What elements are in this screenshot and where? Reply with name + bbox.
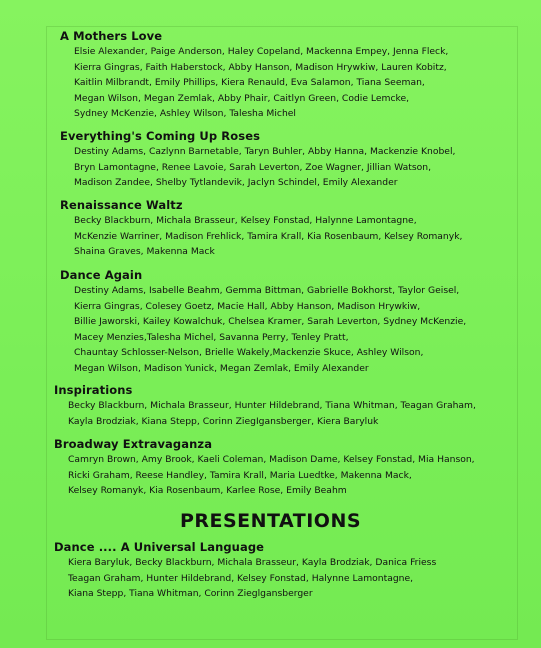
dancer-line: Teagan Graham, Hunter Hildebrand, Kelsey Fonstad, Halynne Lamontagne, bbox=[68, 572, 414, 584]
dancer-list bbox=[54, 555, 436, 602]
section-title: Renaissance Waltz bbox=[60, 198, 183, 212]
dancer-line: Megan Wilson, Madison Yunick, Megan Zemlak, Emily Alexander bbox=[74, 362, 369, 374]
section-title: Dance Again bbox=[60, 268, 143, 282]
dancer-line: Macey Menzies,Talesha Michel, Savanna Perry, Tenley Pratt, bbox=[74, 331, 349, 343]
dancer-line: Shaina Graves, Makenna Mack bbox=[74, 246, 215, 258]
section-title: Inspirations bbox=[54, 383, 133, 397]
dancer-line: Chauntay Schlosser-Nelson, Brielle Wakely,Mackenzie Skuce, Ashley Wilson, bbox=[74, 347, 424, 359]
dancer-line: Destiny Adams, Isabelle Beahm, Gemma Bittman, Gabrielle Bokhorst, Taylor Geisel, bbox=[74, 285, 460, 296]
section-title: Broadway Extravaganza bbox=[54, 437, 213, 451]
section-renaissance-waltz bbox=[60, 197, 462, 260]
dancer-list bbox=[60, 283, 466, 377]
section-everythings-coming-up-roses bbox=[60, 128, 455, 191]
dancer-line: Madison Zandee, Shelby Tytlandevik, Jaclyn Schindel, Emily Alexander bbox=[74, 177, 398, 189]
dancer-line: Megan Wilson, Megan Zemlak, Abby Phair, Caitlyn Green, Codie Lemcke, bbox=[74, 92, 410, 104]
dancer-line: Elsie Alexander, Paige Anderson, Haley Copeland, Mackenna Empey, Jenna Fleck, bbox=[74, 46, 449, 57]
dancer-line: Billie Jaworski, Kailey Kowalchuk, Chelsea Kramer, Sarah Leverton, Sydney McKenzie, bbox=[74, 316, 467, 328]
dancer-line: Camryn Brown, Amy Brook, Kaeli Coleman, Madison Dame, Kelsey Fonstad, Mia Hanson, bbox=[68, 454, 475, 465]
section-inspirations bbox=[54, 382, 476, 429]
dancer-list bbox=[60, 144, 455, 191]
dancer-line: Sydney McKenzie, Ashley Wilson, Talesha Michel bbox=[74, 108, 296, 120]
dancer-list bbox=[60, 44, 448, 122]
dancer-list bbox=[54, 398, 476, 429]
section-dance-a-universal-language bbox=[54, 539, 436, 602]
dancer-line: Becky Blackburn, Michala Brasseur, Kelsey Fonstad, Halynne Lamontagne, bbox=[74, 215, 417, 226]
dancer-line: Kiana Stepp, Tiana Whitman, Corinn Zieglgansberger bbox=[68, 588, 313, 600]
dancer-line: Kierra Gingras, Faith Haberstock, Abby Hanson, Madison Hrywkiw, Lauren Kobitz, bbox=[74, 61, 447, 73]
dancer-list bbox=[60, 213, 462, 260]
section-title: Dance .... A Universal Language bbox=[54, 540, 265, 554]
presentations-heading: PRESENTATIONS bbox=[179, 510, 362, 532]
dancer-line: Becky Blackburn, Michala Brasseur, Hunter Hildebrand, Tiana Whitman, Teagan Graham, bbox=[68, 400, 476, 411]
dancer-line: Ricki Graham, Reese Handley, Tamira Krall, Maria Luedtke, Makenna Mack, bbox=[68, 469, 412, 481]
dancer-list bbox=[54, 452, 475, 499]
dancer-line: McKenzie Warriner, Madison Frehlick, Tamira Krall, Kia Rosenbaum, Kelsey Romanyk, bbox=[74, 230, 463, 242]
section-dance-again bbox=[60, 267, 466, 377]
dancer-line: Kaitlin Milbrandt, Emily Phillips, Kiera Renauld, Eva Salamon, Tiana Seeman, bbox=[74, 77, 425, 89]
section-broadway-extravaganza bbox=[54, 436, 475, 499]
dancer-line: Kayla Brodziak, Kiana Stepp, Corinn ZiegIgansberger, Kiera Baryluk bbox=[68, 415, 379, 427]
dancer-line: Bryn Lamontagne, Renee Lavoie, Sarah Leverton, Zoe Wagner, Jillian Watson, bbox=[74, 161, 431, 173]
dancer-line: Kelsey Romanyk, Kia Rosenbaum, Karlee Rose, Emily Beahm bbox=[68, 485, 347, 497]
section-title: A Mothers Love bbox=[60, 29, 163, 43]
section-a-mothers-love bbox=[60, 28, 448, 122]
dancer-line: Kierra Gingras, Colesey Goetz, Macie Hall, Abby Hanson, Madison Hrywkiw, bbox=[74, 300, 421, 312]
dancer-line: Kiera Baryluk, Becky Blackburn, Michala Brasseur, Kayla Brodziak, Danica Friess bbox=[68, 557, 437, 568]
section-title: Everything's Coming Up Roses bbox=[60, 129, 261, 143]
dancer-line: Destiny Adams, Cazlynn Barnetable, Taryn Buhler, Abby Hanna, Mackenzie Knobel, bbox=[74, 146, 456, 157]
